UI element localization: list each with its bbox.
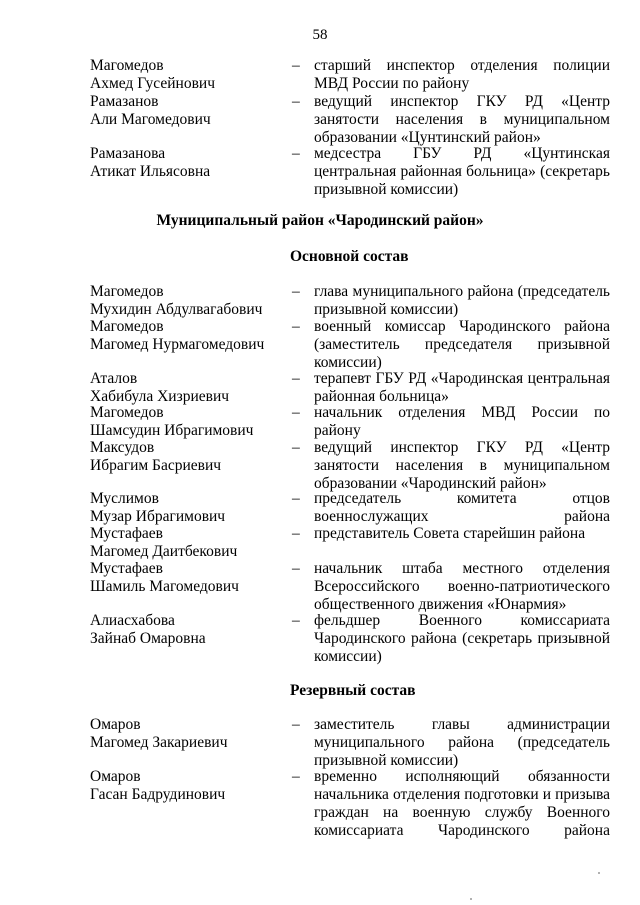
district-heading: Муниципальный район «Чародинский район»	[156, 212, 484, 229]
person-role: старший инспектор отделения полиции МВД России по району	[314, 57, 610, 92]
person-surname: Омаров	[90, 716, 141, 733]
person-surname: Магомедов	[90, 57, 164, 74]
dash: –	[292, 370, 300, 387]
person-surname: Муслимов	[90, 490, 159, 507]
person-surname: Рамазанова	[90, 145, 166, 162]
dash: –	[292, 318, 300, 335]
person-name	[90, 439, 290, 475]
person-given-names: Мухидин Абдулвагабович	[90, 301, 263, 318]
person-name	[90, 490, 290, 526]
dash: –	[292, 612, 300, 629]
dash: –	[292, 283, 300, 300]
person-surname: Омаров	[90, 768, 141, 785]
person-role: заместитель главы администрации муниципального района (председатель призывной комиссии)	[314, 716, 610, 769]
person-given-names: Музар Ибрагимович	[90, 508, 226, 525]
person-surname: Магомедов	[90, 318, 164, 335]
person-role: ведущий инспектор ГКУ РД «Центр занятости населения в муниципальном образовании «Цунтинский район»	[314, 93, 610, 146]
person-given-names: Ахмед Гусейнович	[90, 75, 216, 92]
dash: –	[292, 716, 300, 733]
person-given-names: Магомед Нурмагомедович	[90, 336, 265, 353]
person-name	[90, 93, 290, 129]
person-surname: Максудов	[90, 439, 155, 456]
person-role: фельдшер Военного комиссариата Чародинского района (секретарь призывной комиссии)	[314, 612, 610, 665]
page-number: 58	[312, 27, 328, 43]
scan-speck	[470, 898, 472, 900]
person-name	[90, 404, 290, 440]
person-role: глава муниципального района (председатель призывной комиссии)	[314, 283, 610, 318]
person-given-names: Гасан Бадрудинович	[90, 786, 226, 803]
person-given-names: Ибрагим Басриевич	[90, 457, 222, 474]
person-role: медсестра ГБУ РД «Цунтинская центральная районная больница» (секретарь призывной комиссии)	[314, 145, 610, 198]
person-given-names: Хабибула Хизриевич	[90, 388, 230, 405]
person-name	[90, 370, 290, 406]
dash: –	[292, 93, 300, 110]
person-surname: Аталов	[90, 370, 138, 387]
person-role: военный комиссар Чародинского района (заместитель председателя призывной комиссии)	[314, 318, 610, 371]
person-role: начальник отделения МВД России по району	[314, 404, 610, 439]
person-role: начальник штаба местного отделения Всероссийского военно-патриотического общественного движения «Юнармия»	[314, 560, 610, 613]
person-role: ведущий инспектор ГКУ РД «Центр занятости населения в муниципальном образовании «Чародинский район»	[314, 439, 610, 492]
person-surname: Магомедов	[90, 283, 164, 300]
reserve-composition-heading: Резервный состав	[290, 682, 416, 699]
person-name	[90, 57, 290, 93]
person-name	[90, 560, 290, 596]
dash: –	[292, 768, 300, 785]
dash: –	[292, 560, 300, 577]
person-name	[90, 768, 290, 804]
person-role: представитель Совета старейшин района	[314, 525, 586, 542]
dash: –	[292, 57, 300, 74]
dash: –	[292, 490, 300, 507]
person-given-names: Али Магомедович	[90, 111, 211, 128]
dash: –	[292, 404, 300, 421]
person-surname: Магомедов	[90, 404, 164, 421]
person-given-names: Шамсудин Ибрагимович	[90, 422, 254, 439]
person-role: временно исполняющий обязанности начальника отделения подготовки и призыва граждан на военную службу Военного комиссариата Чародинского района	[314, 768, 610, 839]
person-name	[90, 716, 290, 752]
person-given-names: Зайнаб Омаровна	[90, 630, 206, 647]
person-name	[90, 525, 290, 561]
dash: –	[292, 145, 300, 162]
person-given-names: Магомед Закариевич	[90, 734, 228, 751]
person-role: председатель комитета отцов военнослужащих района	[314, 490, 610, 525]
dash: –	[292, 525, 300, 542]
person-surname: Алиасхабова	[90, 612, 175, 629]
person-name	[90, 145, 290, 181]
main-composition-heading: Основной состав	[290, 248, 409, 265]
dash: –	[292, 439, 300, 456]
person-name	[90, 283, 290, 319]
scan-speck	[598, 872, 600, 874]
person-role: терапевт ГБУ РД «Чародинская центральная районная больница»	[314, 370, 610, 405]
person-given-names: Атикат Ильясовна	[90, 163, 211, 180]
person-given-names: Магомед Даитбекович	[90, 543, 238, 560]
person-surname: Мустафаев	[90, 560, 163, 577]
person-surname: Мустафаев	[90, 525, 163, 542]
person-surname: Рамазанов	[90, 93, 159, 110]
person-name	[90, 612, 290, 648]
person-given-names: Шамиль Магомедович	[90, 578, 239, 595]
person-name	[90, 318, 290, 354]
